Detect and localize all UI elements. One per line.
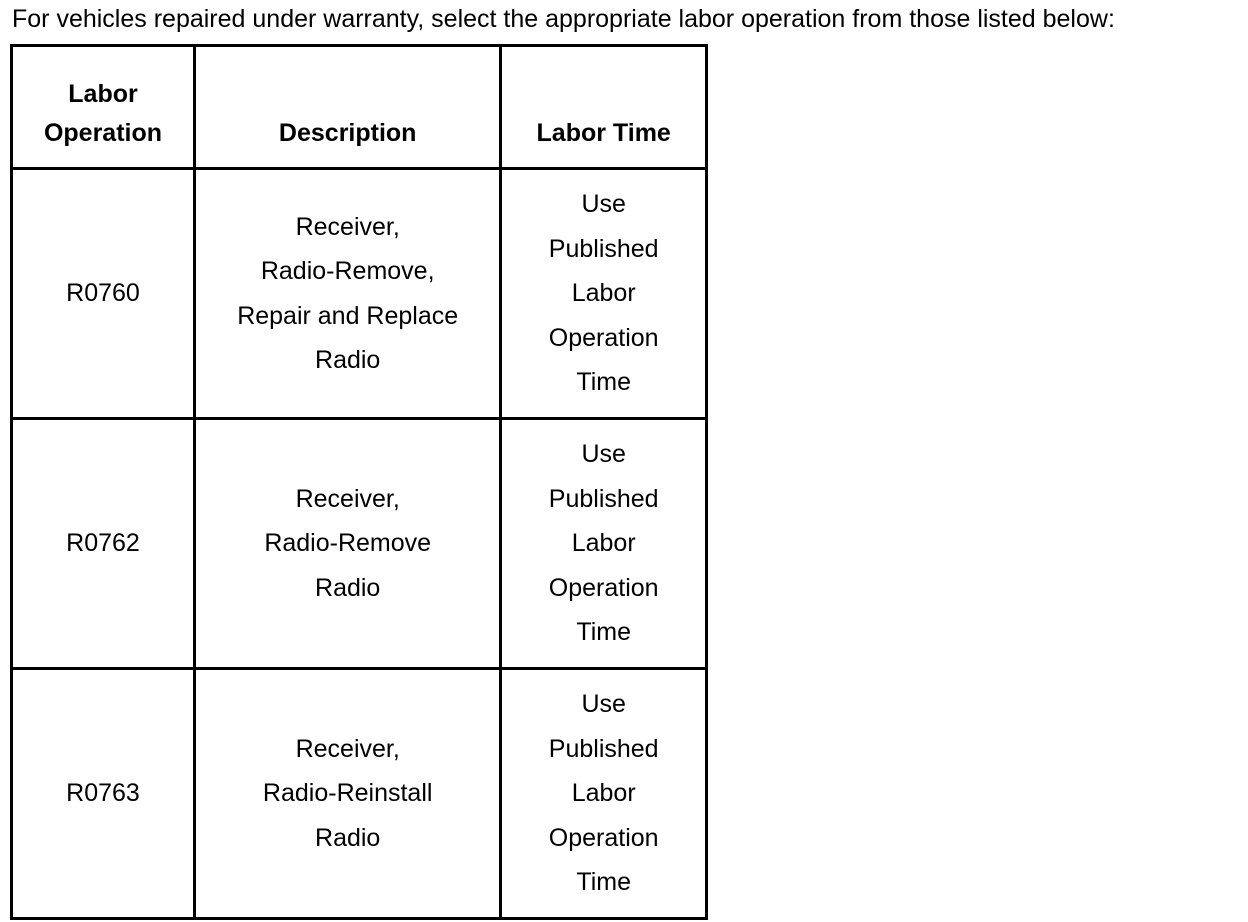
labor-time-line: Use [581, 690, 626, 719]
header-labor-operation-line: Labor [68, 80, 138, 108]
labor-operation-cell: R0762 [12, 419, 195, 669]
labor-time-line: Time [576, 368, 631, 397]
description-line: Receiver, [295, 734, 400, 763]
description-line: Radio [315, 346, 381, 374]
labor-time-line: Published [548, 234, 659, 263]
header-labor-time: Labor Time [501, 46, 707, 169]
table-row [12, 169, 707, 419]
labor-time-line: Time [576, 868, 631, 897]
description-line: Radio-Remove, [260, 257, 435, 285]
labor-time-line: Published [548, 484, 659, 513]
description-line: Radio-Remove [264, 529, 432, 558]
labor-time-line: Labor [571, 529, 636, 558]
labor-time-line: Published [548, 734, 659, 763]
description-line: Radio [315, 573, 381, 602]
intro-text: For vehicles repaired under warranty, select the appropriate labor operation from those listed below: [12, 5, 1115, 33]
labor-operation-table [10, 44, 708, 920]
description-line: Repair and Replace [237, 301, 459, 330]
description-cell [195, 669, 501, 919]
labor-time-line: Operation [548, 573, 659, 602]
table-row [12, 669, 707, 919]
description-line: Receiver, [295, 212, 400, 241]
labor-time-cell [501, 169, 707, 419]
description-line: Radio-Reinstall [262, 779, 433, 808]
header-labor-operation-line: Operation [43, 119, 163, 147]
description-line: Receiver, [295, 484, 400, 513]
labor-operation-cell: R0760 [12, 169, 195, 419]
description-cell [195, 169, 501, 419]
labor-time-line: Operation [548, 823, 659, 852]
labor-time-line: Use [581, 440, 626, 469]
description-line: Radio [315, 823, 381, 852]
header-labor-operation [12, 46, 195, 169]
header-description: Description [195, 46, 501, 169]
labor-time-line: Use [581, 190, 626, 219]
labor-time-line: Labor [571, 279, 636, 308]
labor-time-line: Labor [571, 779, 636, 808]
labor-time-line: Operation [548, 323, 659, 352]
labor-operation-cell: R0763 [12, 669, 195, 919]
labor-time-cell [501, 669, 707, 919]
labor-time-line: Time [576, 618, 631, 647]
table-header-row [12, 46, 707, 169]
table-row [12, 419, 707, 669]
labor-time-cell [501, 419, 707, 669]
description-cell [195, 419, 501, 669]
